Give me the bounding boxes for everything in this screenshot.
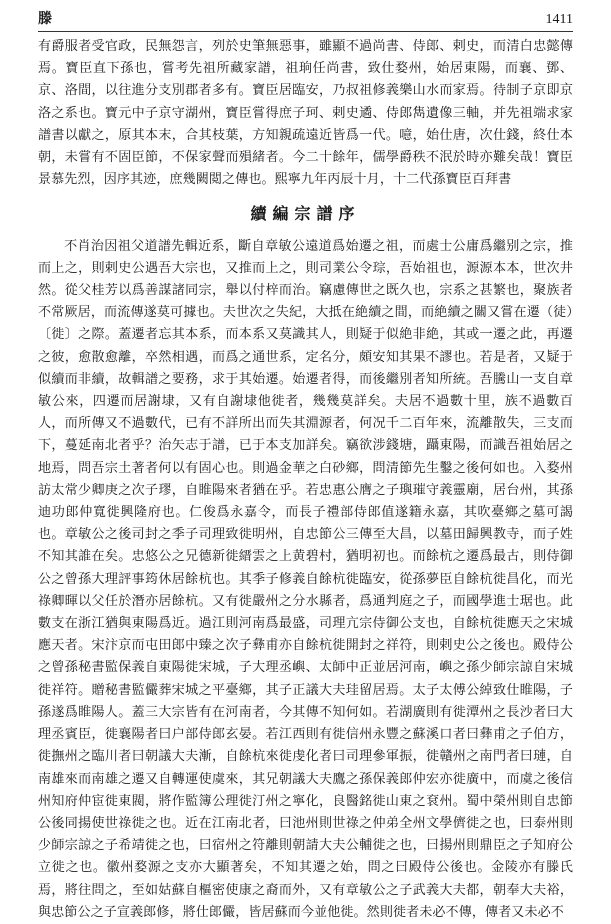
page-number: 1411 <box>545 12 573 27</box>
page-body <box>38 36 573 924</box>
running-head-surname: 滕 <box>38 11 53 27</box>
preface-ending-paragraph: 有爵服者受官政，民無怨言，列於史筆無惡事，雖顯不過尚書、侍郎、剌史，而清白忠懿傳焉。寶臣直下孫也，嘗考先祖所藏家譜，祖珦任尚書，致仕婺州，始居東陽，而襄、鄧、京、洛間，以往進分支別郡者多有。寶臣居臨安，乃叔祖修義樂山水而家焉。待制子京即京洛之系也。寶元中子京守湖州，寶臣嘗得庶子珂、剌史遹、侍郎雋遺像三軸，并先祖端求家譜書以獻之，原其本末，合其枝葉，方知親疏遠近皆爲一代。噫，始仕唐，次仕錢，終仕本朝，未嘗有不固臣節，不保家聲而殞緒者。今二十餘年，儒學爵秩不泯於時亦難矣哉！寶臣景慕先烈，因序其迹，庶幾闕閲之傳也。熙寧九年丙辰十月，十二代孫寶臣百拜書 <box>38 39 573 188</box>
section-title: 續編宗譜序 <box>250 204 361 224</box>
section-body-paragraph: 不肖治因祖父道譜先輯近系，斷自章敏公遠道爲始遷之祖，而處士公庸爲繼别之宗，推而上之，則剌史公遇吾大宗也，又推而上之，則司業公令琮，吾始祖也，源源本本，世次井然。從父桂芳以爲善謀諸同宗，舉以付梓而治。竊慮傳世之既久也，宗系之甚繁也，聚族者不常厥居，而流傳遂莫可據也。夫世次之失紀，大抵在絶續之間，而絶續之關又嘗在遷（徒）〔徙〕之際。蓋遷者忘其本系，而本系又莫識其人，則疑于似絶非絶，其或一遷之此，再遷之彼，愈散愈離，卒然相遇，而爲之通世系，定名分，頗安知其果不謬也。若是者，又疑于似續而非續，故輯譜之要務，求于其始遷。始遷者得，而後繼別者知所統。吾騰山一支自章敏公來，四遷而居謝埭，又有自謝埭他徙者，幾幾莫詳矣。夫居不過數十里，族不過數百人，而所傳又不過數代，已有不詳所出而失其淵源者，何况千二百年來，流離散失，三支而下，蔓延南北者乎？治矢志于譜，已于本支加詳矣。竊欲涉錢塘，躡東陽，而識吾祖始居之地焉，問吾宗土著者何以有固心也。則過金華之白砂鄉，問清節先生鑿之後何如也。入婺州訪太常少卿庚之次子璆，自睢陽來者猶在乎。若忠惠公膺之子璵璀守義靈廟，居台州，其孫迪功郎仲寬徙興隆府也。仁俊爲永嘉令，而長子禮部侍郎值遂籍永嘉，其吹臺鄉之墓可謁也。章敏公之後司封之季子司理致徙明州，自忠節公三傳至大昌，以墓田歸興教寺，而子姓不知其誰在矣。忠悠公之兄德新徙縉雲之上黄碧村，猶明初也。而餘杭之遷爲最古，則侍御公之曾孫大理評事筠休居餘杭也。其季子修義自餘杭徙臨安，從孫夢臣自餘杭徙昌化，而光祿卿暉以父任於潛亦居餘杭。又有徙嚴州之分水縣者，爲通判庭之子，而國學進士琚也。此數支在浙江猶與東陽爲近。過江則河南爲最盛，司理亢宗侍御公支也，自餘杭徙應天之宋城應天者。宋汴京而屯田郎中臻之次子彝甫亦自餘杭徙開封之祥符，則剌史公之後也。殿侍公之曾孫秘書監保義自東陽徙宋城，子大理丞嶼、太師中正並居河南，嶼之孫少師宗諒自宋城徙祥符。贈秘書監儼葬宋城之平臺鄉，其子正議大夫珪留居焉。太子太傅公綽致仕睢陽，子孫遂爲睢陽人。蓋三大宗皆有在河南者，今其傳不知何如。若湖廣則有徙潭州之長沙者曰大理丞賓臣，徙襄陽者曰户部侍郎玄晏。若江西則有徙信州永豐之蘇溪口者曰彝甫之子伯方，徙撫州之臨川者曰朝議大夫漸，自餘杭來徙虔化者曰司理參軍振，徙贛州之南門者曰璉，自南雄來而南雄之遷又自轉運使虞來，其兄朝議大夫鷹之孫保義郎仲宏亦徙廣中，而虞之後信州知府仲宦徙東閥，將作監簿公理徙汀州之寧化，良醫銘徙山東之袞州。蜀中榮州則自忠節公後同揚使世祿徙之也。近在江南北者，曰池州則世祿之仲弟全州文學儕徙之也，曰泰州則少師宗諒之子希靖徙之也，曰宿州之符離則朝請大夫公輔徙之也，曰揚州則鼎臣之子知府公立徙之也。徽州婺源之支亦大顯著矣，不知其遷之始，問之曰殿侍公後也。金陵亦有滕氏焉，將往問之，至如姑蘇自樞密使康之裔而外，又有章敏公之子武義大夫都，朝奉大夫裕，與忠節公之子宣義郎修，將仕郎儼，皆居蘇而今並他徙。然則徙者未必不傳，傳者又未必不 <box>38 238 573 920</box>
page-header <box>38 6 573 32</box>
